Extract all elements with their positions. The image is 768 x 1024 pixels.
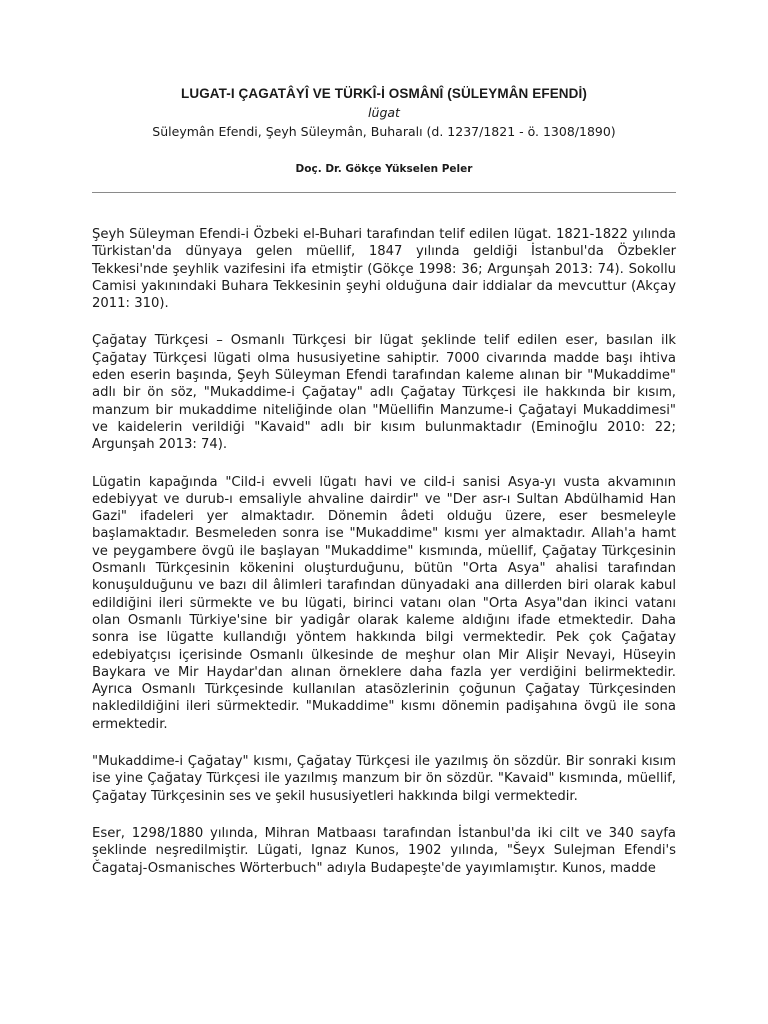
author-subject-info: Süleymân Efendi, Şeyh Süleymân, Buharalı (d. 1237/1821 - ö. 1308/1890): [152, 124, 616, 139]
article-author: Doç. Dr. Gökçe Yükselen Peler: [295, 163, 473, 175]
paragraph-2: Çağatay Türkçesi – Osmanlı Türkçesi bir lügat şeklinde telif edilen eser, basılan ilk Çağatay Türkçesi lügati olma hususiyetine sahiptir. 7000 civarında madde başı ihtiva eden eserin başında, Şeyh Süleyman Efendi tarafından kaleme alınan bir "Mukaddime" adlı bir ön söz, "Mukaddime-i Çağatay" adlı Çağatay Türkçesi ile hakkında bir kısım, manzum bir mukaddime niteliğinde olan "Müellifin Manzume-i Çağatayi Mukaddimesi" ve kaidelerin verildiği "Kavaid" adlı bir kısım bulunmaktadır (Eminoğlu 2010: 22; Argunşah 2013: 74).: [92, 333, 676, 453]
paragraph-3: Lügatin kapağında "Cild-i evveli lügatı havi ve cild-i sanisi Asya-yı vusta akvamının edebiyyat ve durub-ı emsaliyle ahvaline dairdir" ve "Der asr-ı Sultan Abdülhamid Han Gazi" ifadeleri yer almaktadır. Dönemin âdeti olduğu üzere, eser besmeleyle başlamaktadır. Besmeleden sonra ise "Mukaddime" kısmı yer almaktadır. Allah'a hamt ve peygambere övgü ile başlayan "Mukaddime" kısmında, müellif, Çağatay Türkçesinin Osmanlı Türkçesinin kökenini oluşturduğunu, bütün "Orta Asya" ahalisi tarafından konuşulduğunu ve bazı dil âlimleri tarafından dünyadaki ana dillerden biri olarak kabul edildiğini ileri sürmekte ve bu lügati, birinci vatanı olan "Orta Asya"dan ikinci vatanı olan Osmanlı Türkiye'sine bir yadigâr olarak kaleme aldığını ifade etmektedir. Daha sonra ise lügatte kullandığı yöntem hakkında bilgi vermektedir. Pek çok Çağatay edebiyatçısı içerisinde Osmanlı ülkesinde de meşhur olan Mir Alişir Nevayi, Hüseyin Baykara ve Mir Haydar'dan alınan örneklere daha fazla yer verdiğini belirmektedir. Ayrıca Osmanlı Türkçesinde kullanılan atasözlerinin çoğunun Çağatay Türkçesinden nakledildiğini ileri sürmektedir. "Mukaddime" kısmı dönemin padişahına övgü ile sona ermektedir.: [92, 474, 676, 732]
article-body: [92, 226, 676, 897]
article-title: LUGAT-I ÇAGATÂYÎ VE TÜRKÎ-İ OSMÂNÎ (SÜLEYMÂN EFENDİ): [181, 86, 587, 101]
article-header: [92, 84, 676, 177]
paragraph-5: Eser, 1298/1880 yılında, Mihran Matbaası tarafından İstanbul'da iki cilt ve 340 sayfa şeklinde neşredilmiştir. Lügati, Ignaz Kunos, 1902 yılında, "Šeyx Sulejman Efendi's Čagataj-Osmanisches Wörterbuch" adıyla Budapeşte'de yayımlamıştır. Kunos, madde: [92, 825, 676, 876]
paragraph-1: Şeyh Süleyman Efendi-i Özbeki el-Buhari tarafından telif edilen lügat. 1821-1822 yılında Türkistan'da dünyaya gelen müellif, 1847 yılında geldiği İstanbul'da Özbekler Tekkesi'nde şeyhlik vazifesini ifa etmiştir (Gökçe 1998: 36; Argunşah 2013: 74). Sokollu Camisi yakınındaki Buhara Tekkesinin şeyhi olduğuna dair iddialar da mevcuttur (Akçay 2011: 310).: [92, 227, 676, 312]
paragraph-4: "Mukaddime-i Çağatay" kısmı, Çağatay Türkçesi ile yazılmış ön sözdür. Bir sonraki kısım ise yine Çağatay Türkçesi ile yazılmış manzum bir ön sözdür. "Kavaid" kısmında, müellif, Çağatay Türkçesinin ses ve şekil hususiyetleri hakkında bilgi vermektedir.: [92, 754, 676, 804]
article-subtitle: lügat: [368, 105, 400, 120]
header-divider: [92, 192, 676, 193]
